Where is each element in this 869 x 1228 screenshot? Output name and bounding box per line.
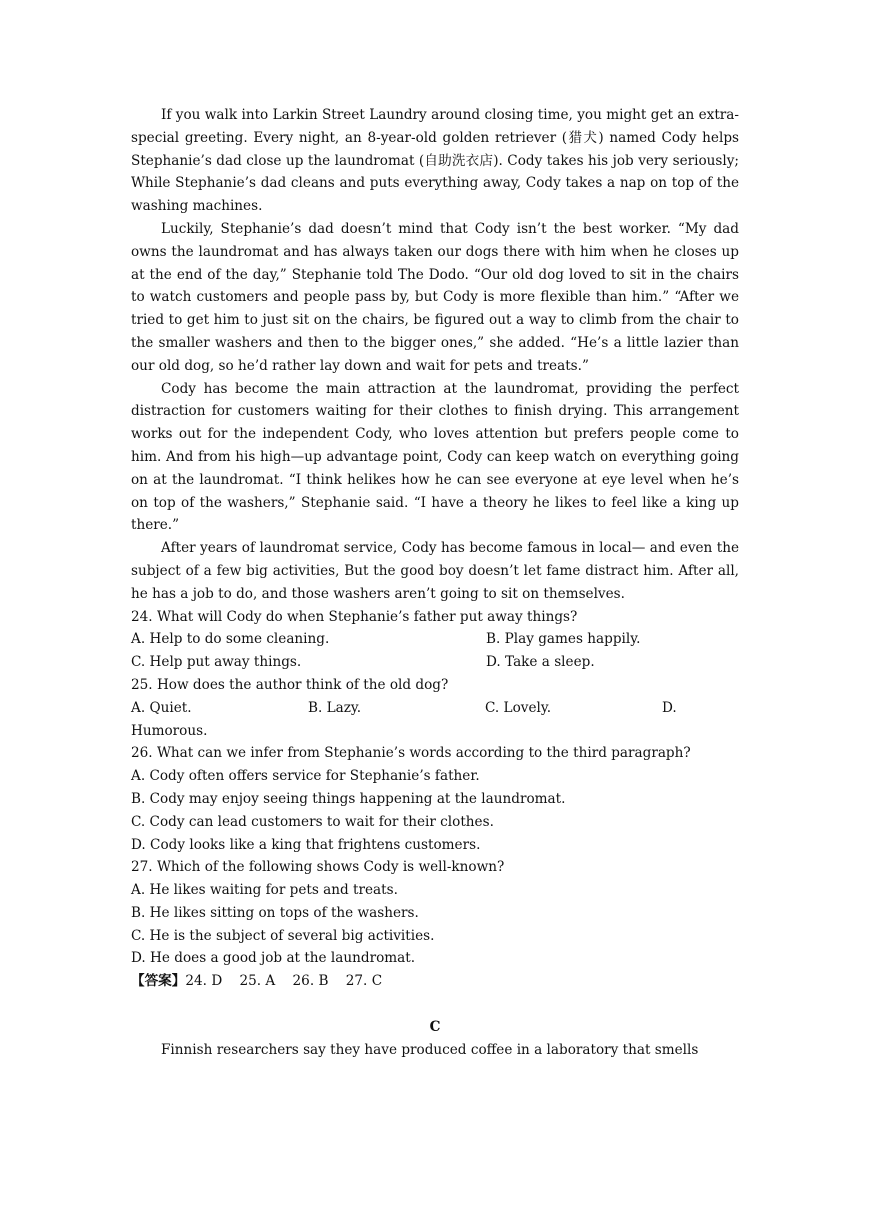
- option-d-text: Humorous.: [131, 722, 208, 739]
- option-row: [131, 697, 739, 720]
- question-26: [131, 742, 739, 856]
- answer-tag: 【答案】: [131, 973, 186, 990]
- reading-passage: [131, 104, 739, 606]
- question-stem: 27. Which of the following shows Cody is well-known?: [131, 859, 505, 876]
- question-stem: 24. What will Cody do when Stephanie’s father put away things?: [131, 608, 578, 625]
- passage-paragraph-4: After years of laundromat service, Cody has become famous in local— and even the subject of a few big activities, But the good boy doesn’t let fame distract him. After all, he has a job to do, and those washers aren’t going to sit on themselves.: [131, 540, 739, 602]
- passage-paragraph-2: Luckily, Stephanie’s dad doesn’t mind that Cody isn’t the best worker. “My dad owns the laundromat and has always taken our dogs there with him when he closes up at the end of the day,” Stephanie told The Dodo. “Our old dog loved to sit in the chairs to watch customers and people pass by, but Cody is more flexible than him.” “After we tried to get him to just sit on the chairs, be figured out a way to climb from the chair to the smaller washers and then to the bigger ones,” she added. “He’s a little lazier than our old dog, so he’d rather lay down and wait for pets and treats.”: [131, 220, 739, 374]
- passage-paragraph-1: If you walk into Larkin Street Laundry around closing time, you might get an extra-special greeting. Every night, an 8-year-old golden retriever (猎犬) named Cody helps Stephanie’s dad close up the laundromat (自助洗衣店). Cody takes his job very seriously; While Stephanie’s dad cleans and puts everything away, Cody takes a nap on top of the washing machines.: [131, 107, 739, 215]
- answer-key: [131, 970, 739, 993]
- section-heading: C: [429, 1019, 441, 1036]
- question-stem: 25. How does the author think of the old dog?: [131, 676, 449, 693]
- question-27: [131, 856, 739, 970]
- answer-text: 24. D 25. A 26. B 27. C: [185, 973, 383, 990]
- question-stem: 26. What can we infer from Stephanie’s words according to the third paragraph?: [131, 745, 691, 762]
- question-24: [131, 606, 739, 674]
- option-c: C. Help put away things.: [131, 654, 302, 671]
- option-a: A. Quiet.: [131, 699, 192, 716]
- passage-paragraph-3: Cody has become the main attraction at the laundromat, providing the perfect distraction for customers waiting for their clothes to finish drying. This arrangement works out for the independent Cody, who loves attention but prefers people come to him. And from his high—up advantage point, Cody can keep watch on everything going on at the laundromat. “I think helikes how he can see everyone at eye level when he’s on top of the washers,” Stephanie said. “I have a theory he likes to feel like a king up there.”: [131, 380, 739, 534]
- option-d: D.: [662, 699, 677, 716]
- option-a: A. Help to do some cleaning.: [131, 631, 330, 648]
- option-b: B. Lazy.: [308, 699, 362, 716]
- option-c: C. Lovely.: [485, 699, 552, 716]
- option-a: A. He likes waiting for pets and treats.: [131, 882, 398, 899]
- question-25: [131, 674, 739, 742]
- document-page: [131, 104, 739, 1062]
- option-d: D. Take a sleep.: [486, 654, 595, 671]
- option-row: [131, 628, 739, 651]
- option-d: D. He does a good job at the laundromat.: [131, 950, 416, 967]
- option-b: B. He likes sitting on tops of the washers.: [131, 904, 419, 921]
- option-b: B. Play games happily.: [486, 631, 641, 648]
- option-b: B. Cody may enjoy seeing things happening at the laundromat.: [131, 790, 566, 807]
- option-c: C. Cody can lead customers to wait for their clothes.: [131, 813, 494, 830]
- option-row: [131, 651, 739, 674]
- option-c: C. He is the subject of several big activities.: [131, 927, 435, 944]
- option-d: D. Cody looks like a king that frightens customers.: [131, 836, 481, 853]
- option-a: A. Cody often offers service for Stephanie’s father.: [131, 768, 480, 785]
- next-section-first-line: Finnish researchers say they have produced coffee in a laboratory that smells: [161, 1041, 699, 1058]
